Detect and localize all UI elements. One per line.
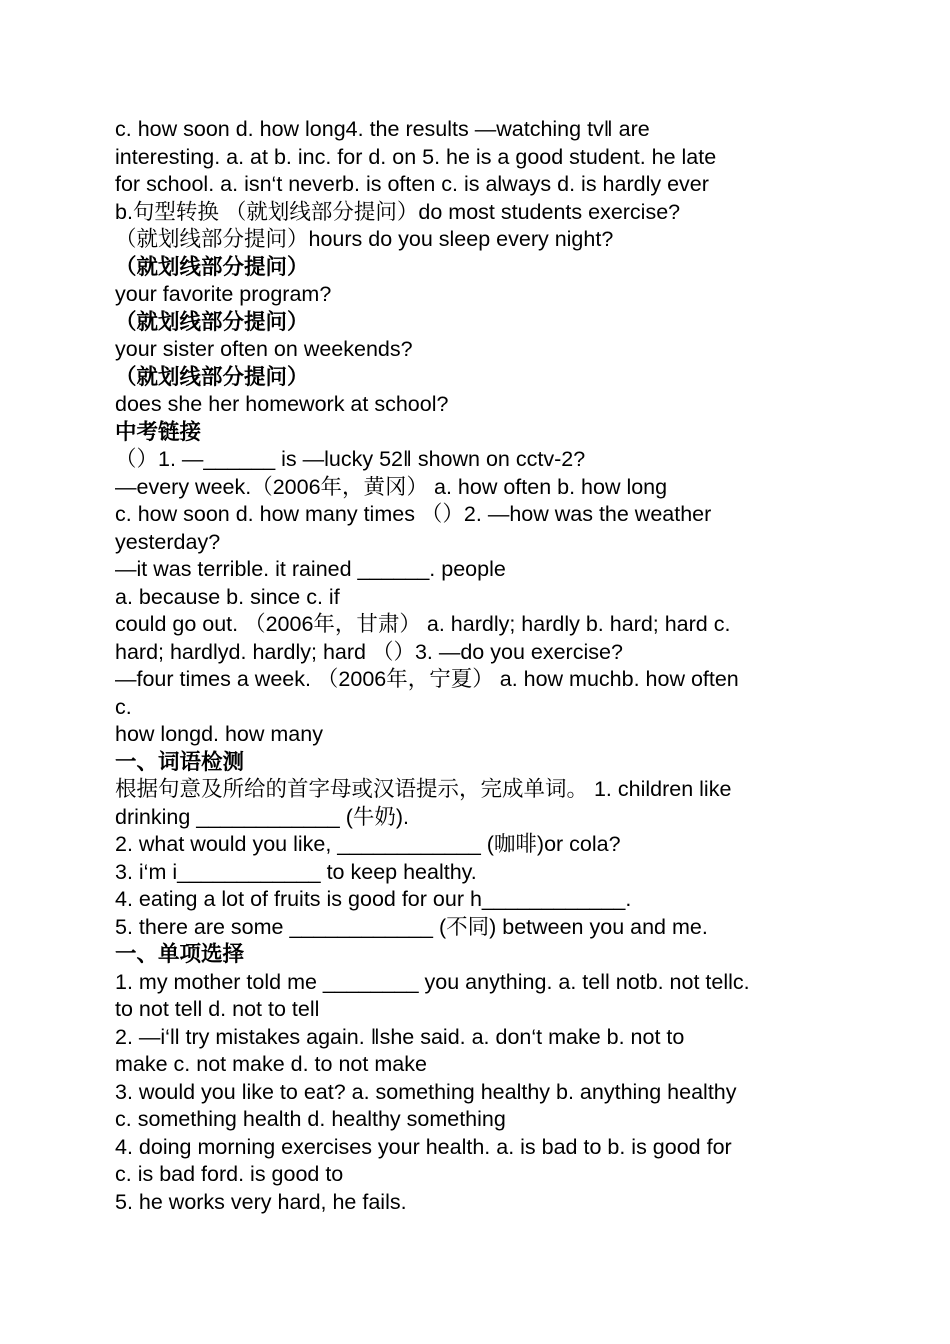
text-line: your sister often on weekends? [115,337,413,361]
text-line: hard; hardlyd. hardly; hard （）3. —do you exercise? [115,639,623,664]
text-line: 2. what would you like, ____________ (咖啡)or cola? [115,832,621,856]
text-line: 2. —i‘ll try mistakes again. ‖she said. a. don‘t make b. not to [115,1024,685,1049]
text-line: how longd. how many [115,722,323,746]
text-line: your favorite program? [115,282,332,306]
text-line: 5. there are some ____________ (不同) between you and me. [115,914,708,939]
text-line: 1. my mother told me ________ you anything. a. tell notb. not tellc. [115,969,750,994]
text-line: drinking ____________ (牛奶). [115,804,410,829]
text-line: does she her homework at school? [115,392,449,416]
text-line: interesting. a. at b. inc. for d. on 5. he is a good student. he late [115,144,717,169]
document-body [115,116,835,1216]
text-line: 根据句意及所给的首字母或汉语提示，完成单词。 1. children like [115,777,732,801]
text-line: c. [115,694,132,719]
section-heading: 中考链接 [115,419,202,444]
section-heading: 一、词语检测 [115,749,245,774]
text-line: to not tell d. not to tell [115,997,320,1021]
text-line: —it was terrible. it rained ______. people [115,557,506,581]
text-line: c. how soon d. how many times （）2. —how was the weather [115,502,712,526]
text-line: c. is bad ford. is good to [115,1162,344,1186]
text-line: —every week.（2006年，黄冈） a. how often b. how long [115,474,668,499]
text-line: 4. eating a lot of fruits is good for our h____________. [115,887,632,911]
text-line: 3. would you like to eat? a. something healthy b. anything healthy [115,1079,737,1104]
section-heading: 一、单项选择 [115,942,245,966]
text-line: （就划线部分提问） [115,309,309,334]
text-line: a. because b. since c. if [115,584,340,609]
text-line: could go out. （2006年，甘肃） a. hardly; hardly b. hard; hard c. [115,612,731,636]
text-line: make c. not make d. to not make [115,1052,427,1076]
text-line: yesterday? [115,529,221,554]
text-line: for school. a. isn‘t neverb. is often c. is always d. is hardly ever [115,172,709,196]
text-line: c. something health d. healthy something [115,1107,506,1131]
text-line: c. how soon d. how long4. the results —watching tv‖ are [115,117,650,141]
text-line: （）1. —______ is —lucky 52‖ shown on cctv-2? [115,447,586,471]
text-line: （就划线部分提问） [115,364,309,389]
text-line: —four times a week. （2006年，宁夏） a. how muchb. how often [115,667,739,691]
text-line: 4. doing morning exercises your health. a. is bad to b. is good for [115,1134,732,1159]
text-line: （就划线部分提问）hours do you sleep every night? [115,227,614,251]
text-line: 5. he works very hard, he fails. [115,1189,407,1214]
text-line: （就划线部分提问） [115,254,309,279]
text-line: b.句型转换 （就划线部分提问）do most students exercise? [115,199,681,224]
text-line: 3. i‘m i____________ to keep healthy. [115,859,477,884]
